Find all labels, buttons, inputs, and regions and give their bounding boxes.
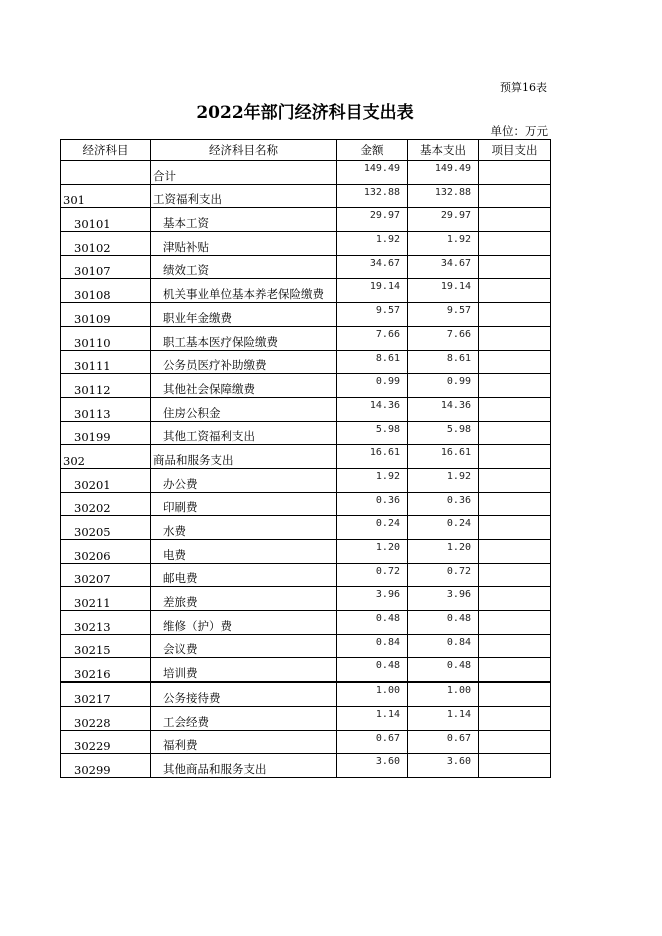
cell-project	[479, 161, 551, 185]
cell-project	[479, 232, 551, 256]
cell-amount: 3.60	[337, 754, 408, 778]
cell-project	[479, 255, 551, 279]
header-code: 经济科目	[61, 140, 151, 161]
table-row	[61, 468, 551, 492]
cell-code: 30199	[61, 421, 151, 445]
cell-project	[479, 492, 551, 516]
cell-name: 邮电费	[151, 563, 337, 587]
cell-basic: 0.48	[408, 611, 479, 635]
table-row	[61, 611, 551, 635]
cell-basic: 1.00	[408, 682, 479, 706]
cell-amount: 0.36	[337, 492, 408, 516]
expenditure-table	[60, 139, 551, 778]
cell-code: 301	[61, 184, 151, 208]
cell-name: 其他社会保障缴费	[151, 374, 337, 398]
cell-name: 其他商品和服务支出	[151, 754, 337, 778]
table-row	[61, 374, 551, 398]
cell-name: 印刷费	[151, 492, 337, 516]
cell-project	[479, 658, 551, 682]
table-row	[61, 754, 551, 778]
table-body	[61, 161, 551, 778]
table-row	[61, 279, 551, 303]
cell-basic: 1.20	[408, 540, 479, 564]
header-name: 经济科目名称	[151, 140, 337, 161]
cell-code: 30110	[61, 326, 151, 350]
cell-project	[479, 540, 551, 564]
cell-code: 30216	[61, 658, 151, 682]
cell-code: 30101	[61, 208, 151, 232]
cell-amount: 0.99	[337, 374, 408, 398]
table-row	[61, 658, 551, 682]
cell-name: 公务员医疗补助缴费	[151, 350, 337, 374]
cell-amount: 29.97	[337, 208, 408, 232]
cell-project	[479, 445, 551, 469]
cell-basic: 0.67	[408, 730, 479, 754]
cell-name: 职工基本医疗保险缴费	[151, 326, 337, 350]
cell-project	[479, 516, 551, 540]
cell-code: 30113	[61, 397, 151, 421]
table-row	[61, 634, 551, 658]
cell-amount: 9.57	[337, 303, 408, 327]
cell-basic: 3.96	[408, 587, 479, 611]
cell-code: 30201	[61, 468, 151, 492]
table-row	[61, 350, 551, 374]
cell-basic: 1.92	[408, 232, 479, 256]
cell-code	[61, 161, 151, 185]
cell-basic: 9.57	[408, 303, 479, 327]
cell-name: 机关事业单位基本养老保险缴费	[151, 279, 337, 303]
cell-name: 职业年金缴费	[151, 303, 337, 327]
cell-basic: 149.49	[408, 161, 479, 185]
cell-name: 合计	[151, 161, 337, 185]
cell-project	[479, 326, 551, 350]
table-row	[61, 706, 551, 730]
cell-amount: 8.61	[337, 350, 408, 374]
cell-name: 差旅费	[151, 587, 337, 611]
cell-project	[479, 279, 551, 303]
cell-code: 30202	[61, 492, 151, 516]
table-row	[61, 516, 551, 540]
header-basic: 基本支出	[408, 140, 479, 161]
cell-name: 维修（护）费	[151, 611, 337, 635]
cell-code: 30207	[61, 563, 151, 587]
cell-name: 工资福利支出	[151, 184, 337, 208]
table-row	[61, 397, 551, 421]
cell-basic: 1.92	[408, 468, 479, 492]
cell-project	[479, 634, 551, 658]
cell-basic: 16.61	[408, 445, 479, 469]
cell-code: 30229	[61, 730, 151, 754]
cell-basic: 14.36	[408, 397, 479, 421]
table-row	[61, 232, 551, 256]
cell-name: 公务接待费	[151, 682, 337, 706]
cell-basic: 0.36	[408, 492, 479, 516]
cell-amount: 3.96	[337, 587, 408, 611]
cell-basic: 3.60	[408, 754, 479, 778]
header-project: 项目支出	[479, 140, 551, 161]
table-row	[61, 303, 551, 327]
cell-code: 30299	[61, 754, 151, 778]
header-amount: 金额	[337, 140, 408, 161]
cell-name: 商品和服务支出	[151, 445, 337, 469]
cell-amount: 14.36	[337, 397, 408, 421]
cell-basic: 1.14	[408, 706, 479, 730]
cell-basic: 0.72	[408, 563, 479, 587]
cell-amount: 7.66	[337, 326, 408, 350]
cell-name: 津贴补贴	[151, 232, 337, 256]
cell-amount: 0.48	[337, 611, 408, 635]
cell-name: 绩效工资	[151, 255, 337, 279]
table-row	[61, 445, 551, 469]
cell-code: 302	[61, 445, 151, 469]
table-row	[61, 421, 551, 445]
cell-basic: 8.61	[408, 350, 479, 374]
table-row	[61, 587, 551, 611]
cell-amount: 16.61	[337, 445, 408, 469]
cell-project	[479, 682, 551, 706]
cell-amount: 1.92	[337, 232, 408, 256]
cell-project	[479, 397, 551, 421]
table-row	[61, 682, 551, 706]
cell-project	[479, 184, 551, 208]
table-row	[61, 730, 551, 754]
table-row	[61, 184, 551, 208]
cell-code: 30215	[61, 634, 151, 658]
cell-basic: 29.97	[408, 208, 479, 232]
cell-amount: 0.48	[337, 658, 408, 682]
cell-basic: 0.24	[408, 516, 479, 540]
cell-code: 30108	[61, 279, 151, 303]
cell-name: 基本工资	[151, 208, 337, 232]
cell-project	[479, 754, 551, 778]
cell-code: 30205	[61, 516, 151, 540]
cell-code: 30112	[61, 374, 151, 398]
table-number: 预算16表	[500, 81, 547, 94]
cell-name: 培训费	[151, 658, 337, 682]
cell-amount: 0.72	[337, 563, 408, 587]
cell-amount: 0.24	[337, 516, 408, 540]
cell-project	[479, 730, 551, 754]
cell-project	[479, 706, 551, 730]
cell-amount: 19.14	[337, 279, 408, 303]
cell-amount: 1.00	[337, 682, 408, 706]
cell-basic: 132.88	[408, 184, 479, 208]
cell-basic: 19.14	[408, 279, 479, 303]
cell-amount: 1.92	[337, 468, 408, 492]
cell-name: 会议费	[151, 634, 337, 658]
cell-code: 30228	[61, 706, 151, 730]
cell-amount: 132.88	[337, 184, 408, 208]
cell-name: 工会经费	[151, 706, 337, 730]
unit-label: 单位：万元	[490, 124, 548, 138]
cell-basic: 0.84	[408, 634, 479, 658]
table-row	[61, 540, 551, 564]
cell-code: 30109	[61, 303, 151, 327]
table-row	[61, 492, 551, 516]
cell-amount: 1.14	[337, 706, 408, 730]
cell-basic: 5.98	[408, 421, 479, 445]
table-header-row	[61, 140, 551, 161]
cell-project	[479, 468, 551, 492]
cell-amount: 1.20	[337, 540, 408, 564]
cell-code: 30107	[61, 255, 151, 279]
cell-basic: 7.66	[408, 326, 479, 350]
cell-name: 其他工资福利支出	[151, 421, 337, 445]
table-row	[61, 161, 551, 185]
page-title: 2022年部门经济科目支出表	[196, 103, 414, 123]
cell-basic: 34.67	[408, 255, 479, 279]
cell-project	[479, 374, 551, 398]
cell-name: 电费	[151, 540, 337, 564]
cell-amount: 0.67	[337, 730, 408, 754]
table-row	[61, 326, 551, 350]
cell-code: 30217	[61, 682, 151, 706]
table-row	[61, 563, 551, 587]
cell-amount: 149.49	[337, 161, 408, 185]
cell-amount: 0.84	[337, 634, 408, 658]
cell-amount: 34.67	[337, 255, 408, 279]
cell-project	[479, 303, 551, 327]
cell-code: 30213	[61, 611, 151, 635]
cell-code: 30206	[61, 540, 151, 564]
cell-code: 30111	[61, 350, 151, 374]
cell-amount: 5.98	[337, 421, 408, 445]
cell-name: 住房公积金	[151, 397, 337, 421]
cell-basic: 0.99	[408, 374, 479, 398]
cell-basic: 0.48	[408, 658, 479, 682]
cell-project	[479, 208, 551, 232]
cell-name: 办公费	[151, 468, 337, 492]
cell-name: 水费	[151, 516, 337, 540]
cell-project	[479, 563, 551, 587]
cell-project	[479, 611, 551, 635]
cell-code: 30211	[61, 587, 151, 611]
cell-project	[479, 350, 551, 374]
cell-project	[479, 421, 551, 445]
table-row	[61, 208, 551, 232]
cell-project	[479, 587, 551, 611]
cell-name: 福利费	[151, 730, 337, 754]
cell-code: 30102	[61, 232, 151, 256]
table-row	[61, 255, 551, 279]
